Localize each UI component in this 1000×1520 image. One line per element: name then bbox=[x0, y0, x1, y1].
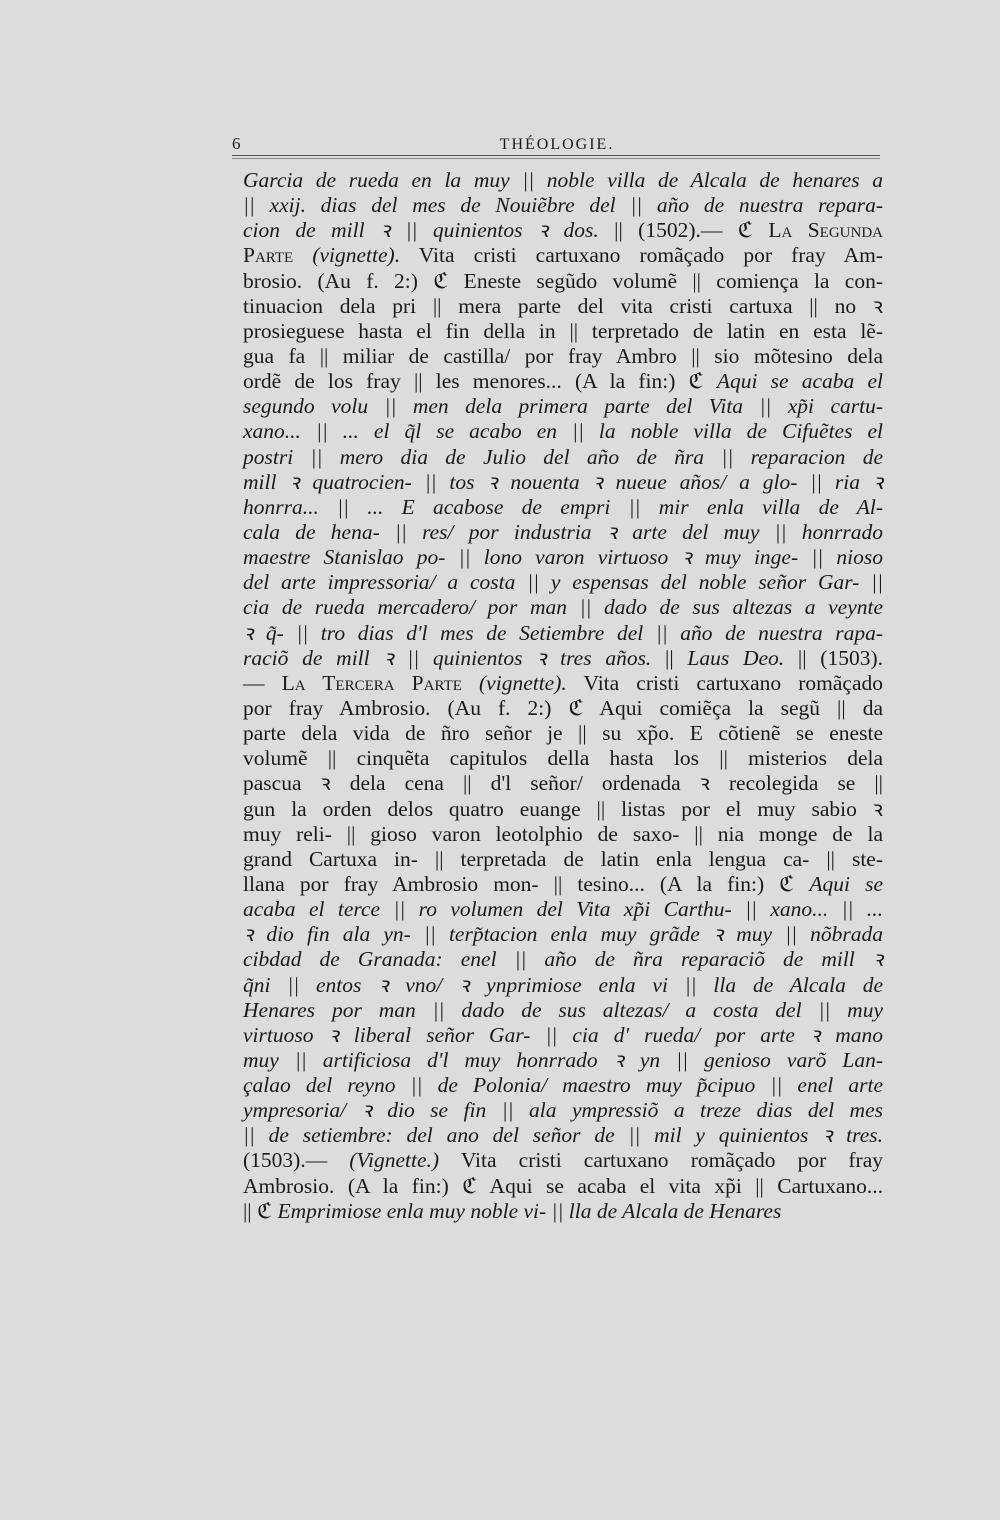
text-line bbox=[243, 947, 883, 972]
roman-text: muy reli- || gioso varon leotolphio de saxo- || nia monge de la bbox=[243, 821, 883, 846]
text-line bbox=[243, 570, 883, 595]
roman-text: Ambrosio. (A la fin:) ℭ Aqui se acaba el vita xp̃i || Cartuxano... bbox=[243, 1173, 883, 1198]
text-line bbox=[243, 696, 883, 721]
text-line bbox=[243, 973, 883, 998]
text-line bbox=[243, 168, 883, 193]
page-header bbox=[232, 134, 882, 160]
text-line bbox=[243, 721, 883, 746]
text-line bbox=[243, 1199, 883, 1224]
roman-text: || bbox=[651, 645, 688, 670]
roman-text: prosieguese hasta el fin della in || terpretado de latin en esta lẽ- bbox=[243, 318, 883, 343]
italic-text: (Vignette.) bbox=[349, 1148, 440, 1173]
italic-text: cia de rueda mercadero/ por man || dado de sus altezas a veynte bbox=[243, 595, 883, 620]
text-line bbox=[243, 998, 883, 1023]
text-line bbox=[243, 746, 883, 771]
italic-text: raciõ de mill ꝛ || quinientos ꝛ tres años. bbox=[243, 645, 652, 670]
text-line bbox=[243, 872, 883, 897]
text-line bbox=[243, 394, 883, 419]
header-rule-secondary bbox=[232, 158, 880, 159]
page-number: 6 bbox=[232, 134, 241, 153]
italic-text: honrra... || ... E acabose de empri || mir enla villa de Al- bbox=[243, 494, 883, 519]
roman-text: parte dela vida de ñro señor je || su xp̃o. E cõtienẽ se eneste bbox=[243, 721, 883, 746]
text-line bbox=[243, 218, 883, 243]
roman-text: gun la orden delos quatro euange || listas por el muy sabio ꝛ bbox=[243, 796, 883, 821]
text-line bbox=[243, 520, 883, 545]
text-line bbox=[243, 495, 883, 520]
text-line bbox=[243, 419, 883, 444]
text-line bbox=[243, 1148, 883, 1173]
text-line bbox=[243, 1174, 883, 1199]
roman-text: llana por fray Ambrosio mon- || tesino... (A la fin:) ℭ bbox=[243, 871, 810, 896]
italic-text: xano... || ... el q̃l se acabo en || la noble villa de Cifuẽtes el bbox=[243, 419, 883, 444]
text-line bbox=[243, 344, 883, 369]
italic-text: Aqui se acaba el bbox=[716, 369, 883, 394]
roman-text: ordẽ de los fray || les menores... (A la fin:) ℭ bbox=[243, 369, 717, 394]
text-line bbox=[243, 595, 883, 620]
roman-text bbox=[293, 243, 312, 267]
roman-text: volumẽ || cinquẽta capitulos della hasta los || misterios dela bbox=[243, 746, 883, 771]
italic-text: segundo volu || men dela primera parte del Vita || xp̃i cartu- bbox=[243, 394, 883, 419]
italic-text: virtuoso ꝛ liberal señor Gar- || cia d' rueda/ por arte ꝛ mano bbox=[243, 1022, 883, 1047]
italic-text: cala de hena- || res/ por industria ꝛ arte del muy || honrrado bbox=[243, 519, 883, 544]
roman-text: pascua ꝛ dela cena || d'l señor/ ordenada ꝛ recolegida se || bbox=[243, 771, 883, 796]
italic-text: Emprimiose enla muy noble vi- || lla de Alcala de Henares bbox=[277, 1198, 782, 1223]
roman-text: || ℭ bbox=[243, 1198, 278, 1223]
italic-text: Henares por man || dado de sus altezas/ a costa del || muy bbox=[243, 997, 883, 1022]
italic-text: acaba el terce || ro volumen del Vita xp̃i Carthu- || xano... || ... bbox=[243, 897, 883, 922]
italic-text: (vignette). bbox=[479, 670, 567, 695]
text-line bbox=[243, 897, 883, 922]
roman-text: por fray Ambrosio. (Au f. 2:) ℭ Aqui comiẽça la segũ || da bbox=[243, 695, 883, 720]
text-line bbox=[243, 771, 883, 796]
roman-text: Vita cristi cartuxano romãçado por fray Am- bbox=[400, 243, 884, 268]
italic-text: Laus Deo. bbox=[687, 645, 785, 670]
roman-text: — bbox=[243, 670, 282, 695]
italic-text: postri || mero dia de Julio del año de ñra || reparacion de bbox=[243, 444, 883, 469]
text-line bbox=[243, 470, 883, 495]
italic-text: ympresoria/ ꝛ dio se fin || ala ympressiõ a treze dias del mes bbox=[243, 1098, 883, 1123]
italic-text: Aqui se bbox=[809, 871, 883, 896]
roman-text: tinuacion dela pri || mera parte del vita cristi cartuxa || no ꝛ bbox=[243, 293, 883, 318]
italic-text: || de setiembre: del ano del señor de || mil y quinientos ꝛ tres. bbox=[243, 1123, 883, 1148]
roman-text bbox=[462, 671, 479, 695]
small-caps-text: La Tercera Parte bbox=[281, 670, 462, 695]
italic-text: ꝛ q̃- || tro dias d'l mes de Setiembre del || año de nuestra rapa- bbox=[243, 620, 883, 645]
text-line bbox=[243, 369, 883, 394]
italic-text: q̃ni || entos ꝛ vno/ ꝛ ynprimiose enla vi || lla de Alcala de bbox=[243, 972, 883, 997]
italic-text: (vignette). bbox=[312, 243, 401, 268]
italic-text: cibdad de Granada: enel || año de ñra reparaciõ de mill ꝛ bbox=[243, 947, 883, 972]
text-line bbox=[243, 445, 883, 470]
text-line bbox=[243, 1123, 883, 1148]
italic-text: Garcia de rueda en la muy || noble villa de Alcala de henares a bbox=[243, 168, 883, 192]
text-line bbox=[243, 1073, 883, 1098]
text-line bbox=[243, 1098, 883, 1123]
running-title: THÉOLOGIE. bbox=[499, 136, 615, 153]
italic-text: cion de mill ꝛ || quinientos ꝛ dos. bbox=[243, 218, 599, 243]
italic-text: || xxij. dias del mes de Nouiẽbre del || año de nuestra repara- bbox=[243, 193, 883, 218]
text-line bbox=[243, 545, 883, 570]
text-line bbox=[243, 797, 883, 822]
roman-text: gua fa || miliar de castilla/ por fray Ambro || sio mõtesino dela bbox=[243, 343, 883, 368]
text-line bbox=[243, 269, 883, 294]
text-line bbox=[243, 1048, 883, 1073]
text-line bbox=[243, 847, 883, 872]
text-line bbox=[243, 243, 883, 268]
text-line bbox=[243, 646, 883, 671]
italic-text: del arte impressoria/ a costa || y espensas del noble señor Gar- || bbox=[243, 570, 883, 595]
roman-text: Vita cristi cartuxano romãçado bbox=[566, 670, 884, 695]
text-line bbox=[243, 1023, 883, 1048]
roman-text: Vita cristi cartuxano romãçado por fray bbox=[439, 1148, 883, 1173]
roman-text: brosio. (Au f. 2:) ℭ Eneste segũdo volumẽ || comiença la con- bbox=[243, 268, 883, 293]
italic-text: ꝛ dio fin ala yn- || terp̃tacion enla muy grãde ꝛ muy || nõbrada bbox=[243, 922, 883, 947]
roman-text: grand Cartuxa in- || terpretada de latin enla lengua ca- || ste- bbox=[243, 846, 883, 871]
text-line bbox=[243, 193, 883, 218]
text-line bbox=[243, 822, 883, 847]
text-line bbox=[243, 319, 883, 344]
small-caps-text: Parte bbox=[243, 243, 294, 268]
header-rule bbox=[232, 155, 880, 156]
text-line bbox=[243, 922, 883, 947]
text-line bbox=[243, 294, 883, 319]
small-caps-text: La Segunda bbox=[768, 218, 884, 243]
italic-text: mill ꝛ quatrocien- || tos ꝛ nouenta ꝛ nueue años/ a glo- || ria ꝛ bbox=[243, 469, 883, 494]
body-text bbox=[243, 168, 883, 1224]
italic-text: maestre Stanislao po- || lono varon virtuoso ꝛ muy inge- || nioso bbox=[243, 545, 883, 570]
text-line bbox=[243, 671, 883, 696]
roman-text: || (1503). bbox=[784, 645, 883, 670]
text-line bbox=[243, 621, 883, 646]
italic-text: çalao del reyno || de Polonia/ maestro muy p̃cipuo || enel arte bbox=[243, 1073, 883, 1098]
roman-text: (1503).— bbox=[243, 1148, 350, 1173]
roman-text: || (1502).— ℭ bbox=[598, 218, 769, 243]
italic-text: muy || artificiosa d'l muy honrrado ꝛ yn || genioso varõ Lan- bbox=[243, 1047, 883, 1072]
